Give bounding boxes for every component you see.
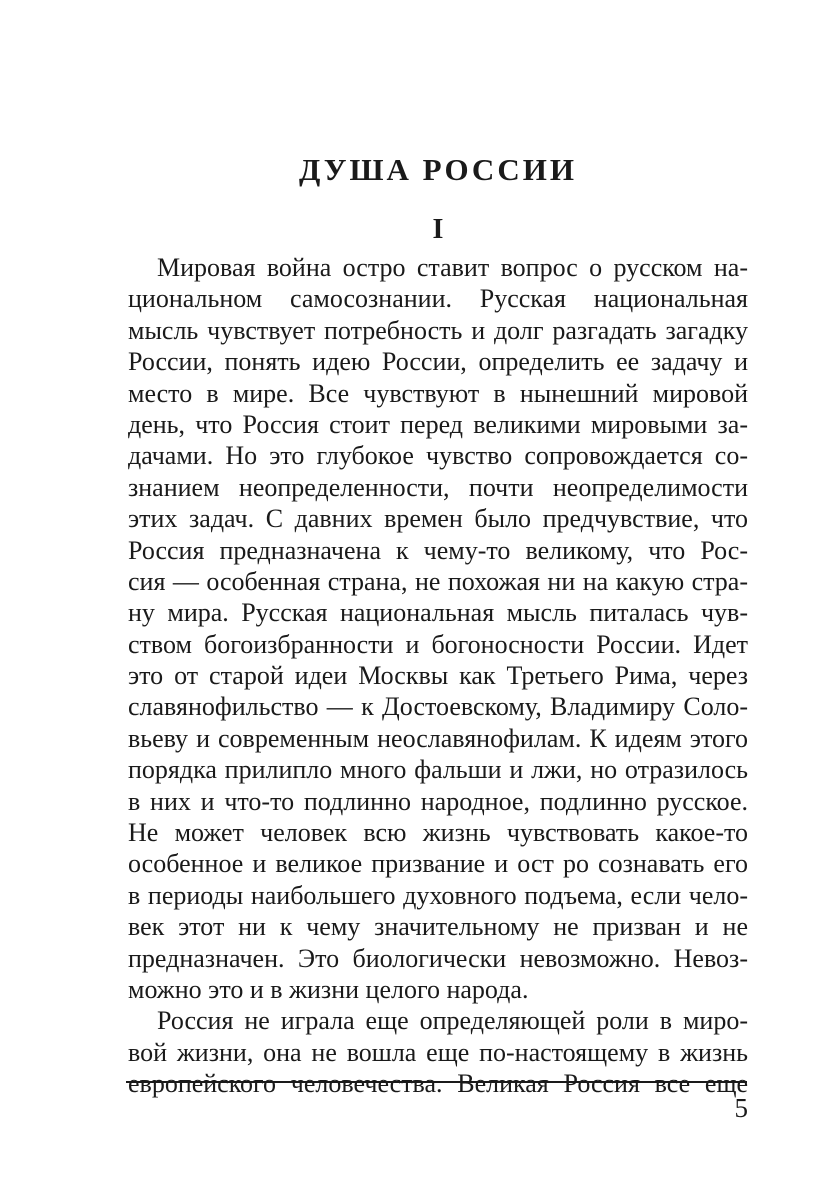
text-line: ством богоизбранности и богоносности России. Идет [128, 629, 748, 659]
text-line: особенное и великое призвание и ост ро сознавать его [128, 849, 748, 879]
text-line: в них и что-то подлинно народное, подлинно русское. [128, 786, 748, 816]
text-line: место в мире. Все чувствуют в нынешний мировой [128, 378, 748, 408]
text-line: предназначен. Это биологически невозможно. Невоз- [128, 943, 748, 973]
text-line: вьеву и современным неославянофилам. К идеям этого [128, 723, 748, 753]
paragraph [128, 1005, 748, 1099]
text-line: день, что Россия стоит перед великими мировыми за- [128, 409, 748, 439]
text-line: можно это и в жизни целого народа. [128, 974, 529, 1004]
body-text [128, 252, 748, 1100]
chapter-title: ДУША РОССИИ [299, 152, 577, 187]
text-line: сия — особенная страна, не похожая ни на какую стра- [128, 566, 748, 596]
text-line: вой жизни, она не вошла еще по-настоящему в жизнь [128, 1037, 748, 1067]
text-line: России, понять идею России, определить ее задачу и [128, 347, 748, 377]
text-line: Россия предназначена к чему-то великому, что Рос- [128, 535, 748, 565]
text-line: Мировая война остро ставит вопрос о русском на- [157, 253, 748, 282]
footer-rule [126, 1081, 747, 1083]
page-number: 5 [734, 1093, 748, 1123]
text-line: мысль чувствует потребность и долг разгадать загадку [128, 315, 748, 345]
text-line: дачами. Но это глубокое чувство сопровождается со- [128, 441, 748, 471]
text-line: в периоды наибольшего духовного подъема, если чело- [128, 880, 748, 910]
text-line: европейского человечества. Великая Россия все еще [128, 1069, 748, 1099]
text-line: этих задач. С давних времен было предчувствие, что [128, 504, 748, 534]
text-line: циональном самосознании. Русская национальная [128, 284, 748, 314]
text-line: славянофильство — к Достоевскому, Владимиру Соло- [128, 692, 748, 722]
text-line: Не может человек всю жизнь чувствовать какое-то [128, 818, 748, 848]
section-number: I [432, 214, 444, 245]
paragraph [128, 252, 748, 1005]
text-line: порядка прилипло много фальши и лжи, но отразилось [128, 755, 748, 785]
text-line: знанием неопределенности, почти неопределимости [128, 472, 748, 502]
text-line: ну мира. Русская национальная мысль питалась чув- [128, 598, 748, 628]
text-line: это от старой идеи Москвы как Третьего Рима, через [128, 661, 748, 691]
text-line: век этот ни к чему значительному не призван и не [128, 912, 748, 942]
text-line: Россия не играла еще определяющей роли в миро- [157, 1006, 748, 1036]
